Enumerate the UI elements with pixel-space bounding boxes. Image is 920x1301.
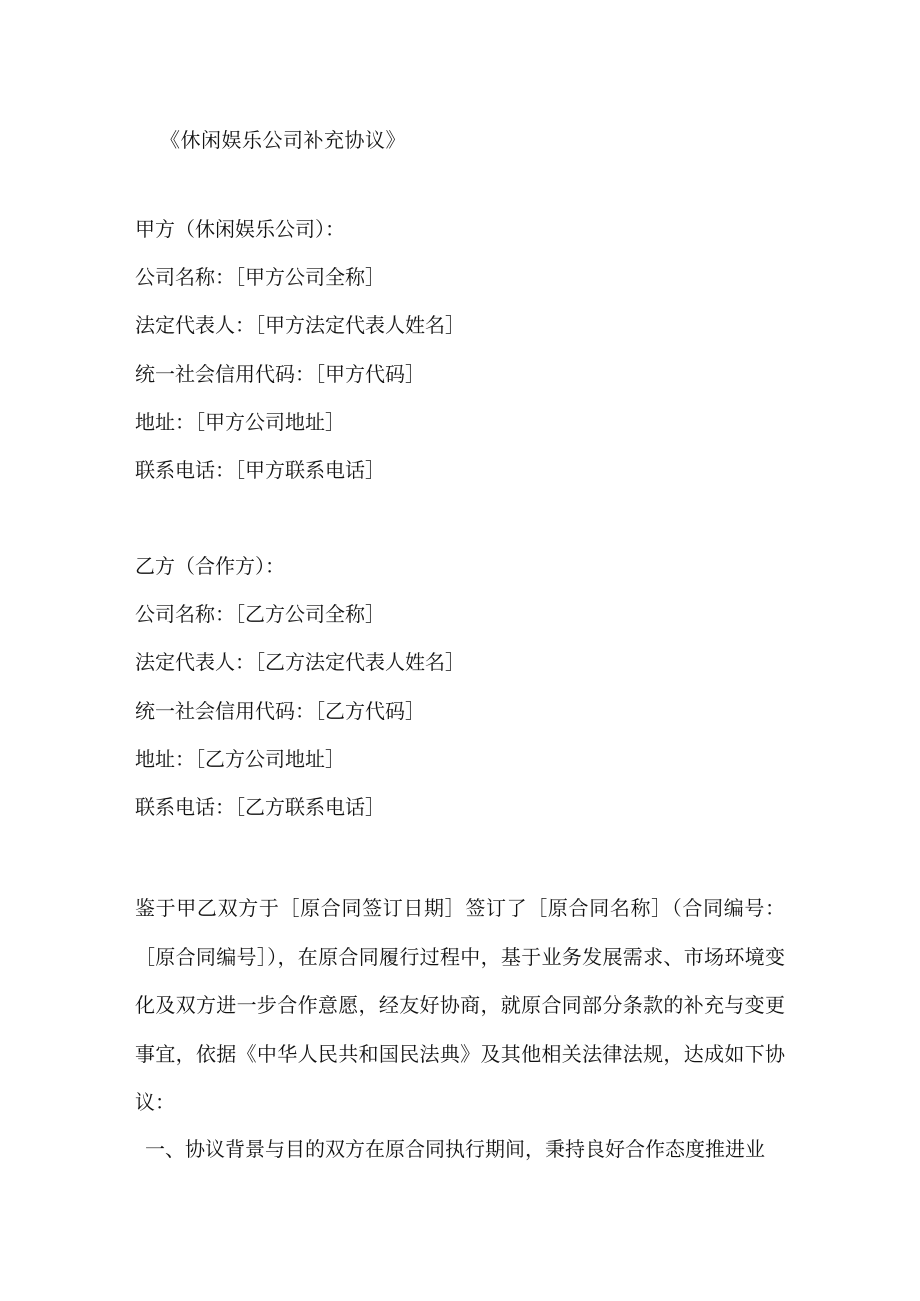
clause-1: 一、协议背景与目的双方在原合同执行期间，秉持良好合作态度推进业 bbox=[145, 1137, 765, 1161]
party-a-address: 地址：［甲方公司地址］ bbox=[135, 410, 345, 434]
party-a-credit-code: 统一社会信用代码：［甲方代码］ bbox=[135, 362, 425, 386]
party-a-phone: 联系电话：［甲方联系电话］ bbox=[135, 458, 385, 482]
party-b-heading: 乙方（合作方）： bbox=[135, 554, 285, 578]
party-b-company-name: 公司名称：［乙方公司全称］ bbox=[135, 602, 385, 626]
party-a-heading: 甲方（休闲娱乐公司）： bbox=[135, 217, 345, 241]
party-b-address: 地址：［乙方公司地址］ bbox=[135, 747, 345, 771]
party-b-phone: 联系电话：［乙方联系电话］ bbox=[135, 795, 385, 819]
party-b-credit-code: 统一社会信用代码：［乙方代码］ bbox=[135, 699, 425, 723]
preamble-paragraph: 鉴于甲乙双方于［原合同签订日期］签订了［原合同名称］（合同编号：［原合同编号］），在原合同履行过程中，基于业务发展需求、市场环境变化及双方进一步合作意愿，经友好协商，就原合同部分条款的补充与变更事宜，依据《中华人民共和国民法典》及其他相关法律法规，达成如下协议： bbox=[135, 896, 785, 1114]
party-b-legal-rep: 法定代表人：［乙方法定代表人姓名］ bbox=[135, 650, 465, 674]
party-a-legal-rep: 法定代表人：［甲方法定代表人姓名］ bbox=[135, 313, 465, 337]
party-a-company-name: 公司名称：［甲方公司全称］ bbox=[135, 265, 385, 289]
document-title: 《休闲娱乐公司补充协议》 bbox=[160, 128, 406, 152]
